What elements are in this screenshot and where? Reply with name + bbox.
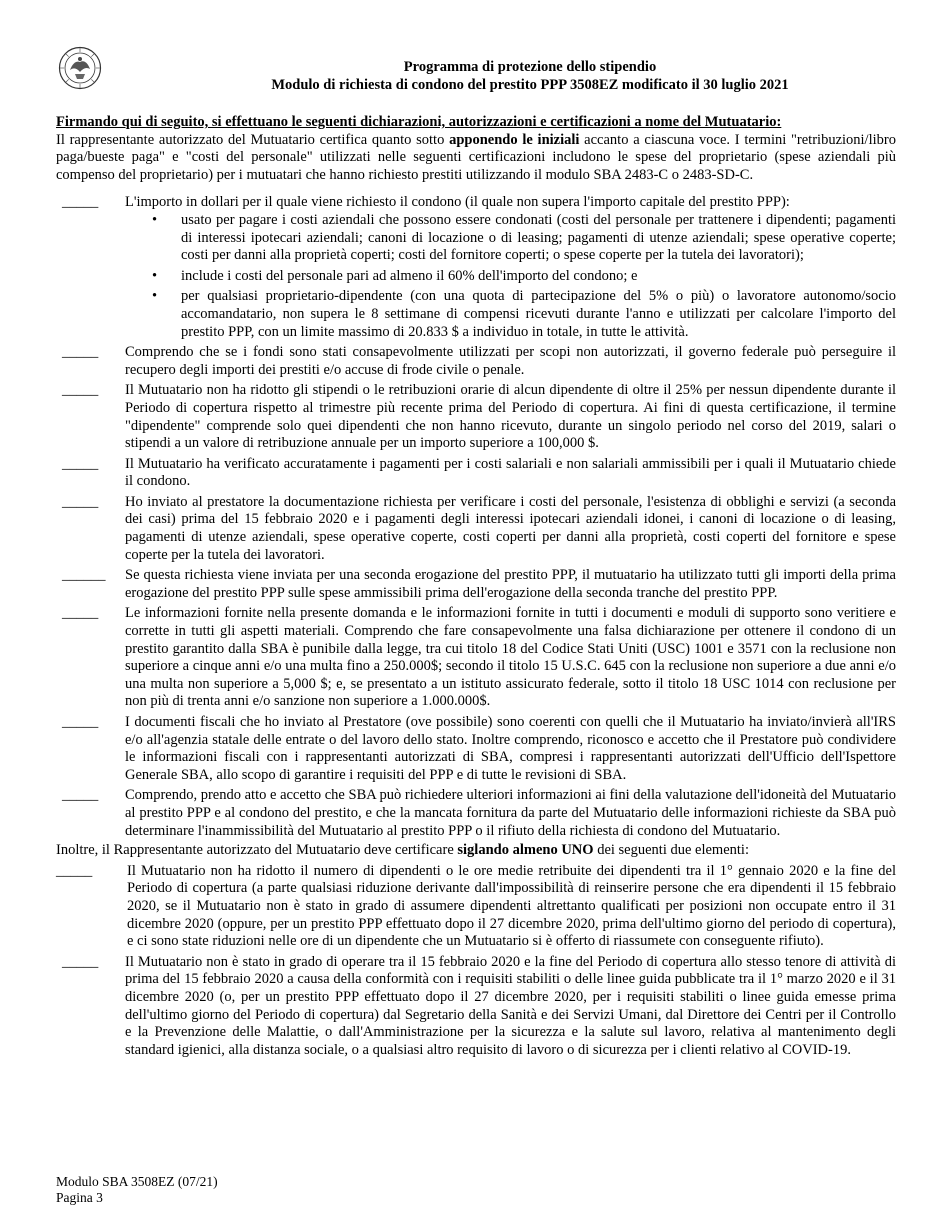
certification-text: Comprendo, prendo atto e accetto che SBA può richiedere ulteriori informazioni ai fini della valutazione dell'idoneità del Mutuatario al prestito PPP e al condono del prestito, e che la mancata fornitura da parte del Mutuatario delle informazioni richieste da SBA può determinare l'inammissibilità del Mutuatario al prestito PPP o il rifiuto della richiesta di condono del Mutuatario. bbox=[125, 787, 896, 839]
certification-text: I documenti fiscali che ho inviato al Prestatore (ove possibile) sono coerenti con quelli che il Mutuatario ha inviato/invierà all'IRS e/o all'agenzia statale delle entrate o del lavoro dello stato. Inoltre comprendo, riconosco e accetto che il Prestatore può condividere le informazioni fiscali con i rappresentanti autorizzati di SBA, compresi i rappresentanti autorizzati dell'Ufficio dell'Ispettore Generale SBA, allo scopo di garantire i requisiti del PPP e di tutte le revisioni di SBA. bbox=[125, 714, 896, 783]
certification-text: Il Mutuatario non ha ridotto il numero di dipendenti o le ore medie retribuite dei dipendenti tra il 1° gennaio 2020 e la fine del Periodo di copertura (a parte qualsiasi riduzione derivante dall'impossibilità di reinserire persone che era dipendenti il 15 febbraio 2020, se il Mutuatario non è stato in grado di assumere dipendenti altrettanto qualificati per posizioni non occupate entro il 31 dicembre 2020 (oppure, per un prestito PPP effettuato dopo il 27 dicembre 2020, prima dell'ultimo giorno del periodo di copertura), e ci sono state riduzioni nelle ore di un dipendente che un Mutuatario si è offerto di riassumete con conseguente rifiuto). bbox=[127, 862, 896, 950]
second-intro bbox=[56, 842, 896, 860]
certification-item-1 bbox=[56, 194, 896, 341]
sba-seal-icon bbox=[58, 46, 102, 90]
document-title: Programma di protezione dello stipendio bbox=[403, 59, 657, 75]
page-footer bbox=[56, 1174, 218, 1206]
initials-blank[interactable]: _____ bbox=[62, 455, 99, 472]
intro-lead: Firmando qui di seguito, si effettuano le seguenti dichiarazioni, autorizzazioni e certificazioni a nome del Mutuatario: bbox=[56, 114, 782, 130]
initials-blank[interactable]: _____ bbox=[56, 862, 93, 879]
form-number: Modulo SBA 3508EZ (07/21) bbox=[56, 1174, 218, 1189]
initials-blank[interactable]: ______ bbox=[62, 567, 106, 584]
certification-text: Il Mutuatario ha verificato accuratamente i pagamenti per i costi salariali e non salariali ammissibili per i quali il Mutuatario chiede il condono. bbox=[125, 455, 896, 490]
document-subtitle: Modulo di richiesta di condono del prestito PPP 3508EZ modificato il 30 luglio 2021 bbox=[271, 77, 789, 93]
certification-item-6 bbox=[56, 567, 896, 602]
certification-item-5 bbox=[56, 494, 896, 564]
initials-blank[interactable]: _____ bbox=[62, 382, 99, 399]
second-intro-bold: siglando almeno UNO bbox=[457, 842, 594, 859]
document-header bbox=[120, 58, 940, 94]
initials-blank[interactable]: _____ bbox=[62, 344, 99, 361]
bullet-item: • include i costi del personale pari ad almeno il 60% dell'importo del condono; e bbox=[181, 268, 896, 286]
bullet-item: • per qualsiasi proprietario-dipendente (con una quota di partecipazione del 5% o più) o lavoratore autonomo/socio accomandatario, non supera le 8 settimane di compensi ricevuti durante l'anno e utilizzati per calcolare l'importo del prestito PPP, con un limite massimo di 20.833 $ a individuo in totale, in tutte le attività. bbox=[181, 288, 896, 341]
reduction-item-2 bbox=[56, 954, 896, 1060]
document-body bbox=[56, 114, 896, 1059]
intro-text-bold: apponendo le iniziali bbox=[449, 131, 580, 148]
certification-text: Ho inviato al prestatore la documentazione richiesta per verificare i costi del personale, l'esistenza di obblighi e servizi (a seconda dei casi) prima del 15 febbraio 2020 e i pagamenti degli interessi ipotecari aziendali idonei, i canoni di locazione o di leasing, pagamenti di utenze aziendali, spese operative coperte, costi coperti per danni alla proprietà, costi coperti del fornitore e spese coperte per la tutela dei lavoratori. bbox=[125, 493, 896, 563]
initials-blank[interactable]: _____ bbox=[62, 714, 99, 730]
initials-blank[interactable]: _____ bbox=[62, 605, 99, 622]
certification-item-2 bbox=[56, 344, 896, 379]
initials-blank[interactable]: _____ bbox=[62, 194, 99, 211]
certification-text: Se questa richiesta viene inviata per una seconda erogazione del prestito PPP, il mutuatario ha utilizzato tutti gli importi della prima erogazione del prestito PPP sulle spese ammissibili prima dell'erogazione della seconda tranche del prestito PPP. bbox=[125, 567, 896, 601]
reduction-item-1 bbox=[56, 863, 896, 951]
initials-blank[interactable]: _____ bbox=[62, 787, 99, 804]
certification-item-7 bbox=[56, 605, 896, 711]
initials-blank[interactable]: _____ bbox=[62, 953, 99, 970]
certification-bullets bbox=[125, 212, 896, 341]
certification-text: Il Mutuatario non ha ridotto gli stipendi o le retribuzioni orarie di alcun dipendente di oltre il 25% per nessun dipendente durante il Periodo di copertura rispetto al trimestre più recente prima del Periodo di copertura. Ai fini di questa certificazione, il termine "dipendente" comprende solo quei dipendenti che non hanno ricevuto, durante un singolo periodo nel corso del 2019, salari o stipendi a un valore di retribuzione annuale per un importo superiore a 100,000 $. bbox=[125, 382, 896, 452]
certification-text: Il Mutuatario non è stato in grado di operare tra il 15 febbraio 2020 e la fine del Periodo di copertura allo stesso tenore di attività di prima del 15 febbraio 2020 a causa della conformità con i requisiti stabiliti o delle linee guida pubblicate tra il 1° marzo 2020 e il 31 dicembre 2020 (o, per un prestito PPP effettuato dopo il 27 dicembre 2020, per i requisiti stabiliti o linee guida emesse prima dell'ultimo giorno del Periodo di copertura) dal Segretario della Sanità e dei Servizi Umani, dal Direttore dei Centri per il Controllo e la Prevenzione delle Malattie, o dall'Amministrazione per la sicurezza e la salute sul lavoro, relativa al mantenimento degli standard igienici, alla distanza sociale, o a qualsiasi altro requisito di lavoro o di sicurezza per i clienti relativo al COVID-19. bbox=[125, 953, 896, 1058]
page-number: Pagina 3 bbox=[56, 1190, 103, 1205]
certification-text: L'importo in dollari per il quale viene richiesto il condono (il quale non supera l'importo capitale del prestito PPP): bbox=[125, 194, 790, 211]
certification-item-9 bbox=[56, 787, 896, 840]
certification-item-8 bbox=[56, 714, 896, 784]
intro-paragraph bbox=[56, 132, 896, 185]
second-intro-before: Inoltre, il Rappresentante autorizzato del Mutuatario deve certificare bbox=[56, 842, 458, 859]
certification-item-4 bbox=[56, 456, 896, 491]
certification-text: Comprendo che se i fondi sono stati consapevolmente utilizzati per scopi non autorizzati, il governo federale può perseguire il recupero degli importi dei prestiti e/o accuse di frode civile o penale. bbox=[125, 344, 896, 378]
intro-text-after: accanto a ciascuna voce. I termini "retribuzioni/libro paga/bueste paga" e "costi del personale" utilizzati nelle seguenti certificazioni includono le spese del proprietario (spese aziendali più compenso del proprietario) per i mutuatari che hanno richiesto prestiti utilizzando il modulo SBA 2483-C o 2483-SD-C. bbox=[56, 131, 896, 183]
certification-item-3 bbox=[56, 382, 896, 452]
bullet-item: • usato per pagare i costi aziendali che possono essere condonati (costi del personale per trattenere i dipendenti; pagamenti di interessi ipotecari aziendali; canoni di locazione o di leasing; pagamenti di utenze aziendali; spese operative coperte; costi per danni alla proprietà coperti; costi del fornitore coperti; o spese coperte per la tutela dei lavoratori); bbox=[181, 212, 896, 265]
certification-text: Le informazioni fornite nella presente domanda e le informazioni fornite in tutti i documenti e moduli di supporto sono veritiere e corrette in tutti gli aspetti materiali. Comprendo che fare consapevolmente una falsa dichiarazione per ottenere il condono di un prestito garantito dalla SBA è punibile dalla legge, tra cui titolo 18 del Codice Stati Uniti (USC) 1001 e 3571 con la reclusione non superiore a cinque anni e/o una multa fino a 250.000$; secondo il titolo 15 U.S.C. 645 con la reclusione non superiore a due anni e/o una multa non superiore a 5,000 $; e, se presentato a un istituto assicurato federale, sotto il titolo 18 USC 1014 con reclusione per non più di trenta anni e/o sanzione non superiore a 1.000.000$. bbox=[125, 605, 896, 710]
second-intro-after: dei seguenti due elementi: bbox=[593, 842, 749, 859]
initials-blank[interactable]: _____ bbox=[62, 493, 99, 510]
intro-text-before: Il rappresentante autorizzato del Mutuatario certifica quanto sotto bbox=[56, 131, 450, 148]
